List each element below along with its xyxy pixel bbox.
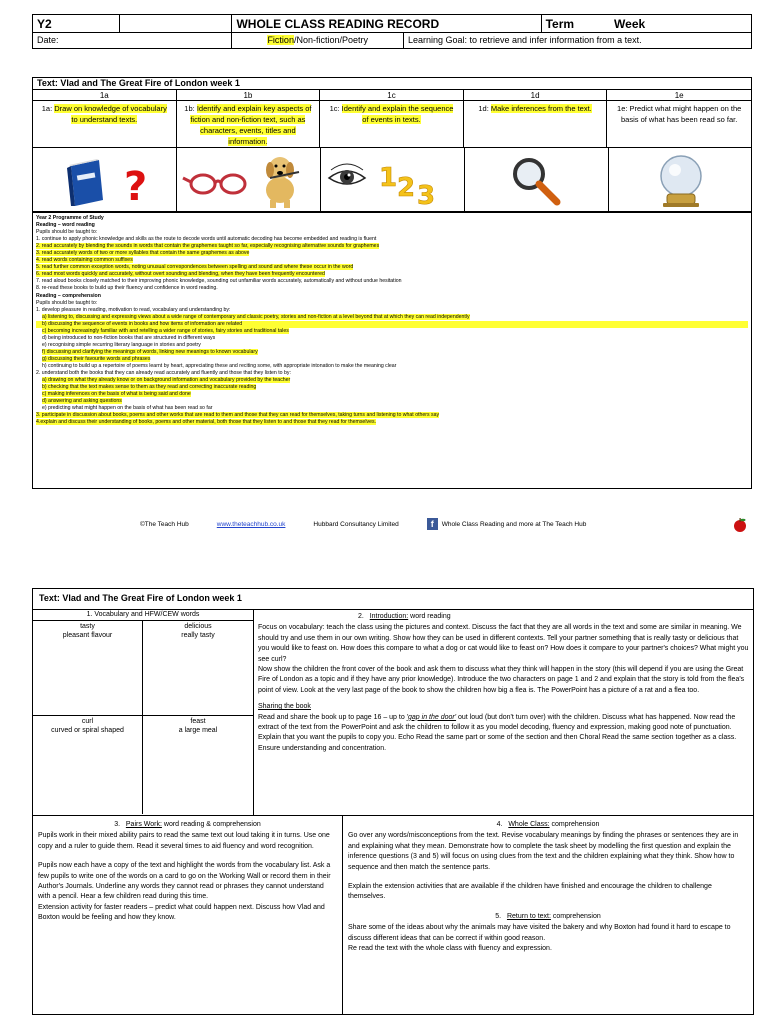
activities-row [33,815,753,1015]
whole-para: Share some of the ideas about why the animals may have visited the bakery and why Boxton had found it hard to escape to discuss different ideas that can be correct if within good reason. [348,924,731,942]
term-label: Term [545,17,575,31]
vocab-row [33,621,253,716]
pos-line: Pupils should be taught to: [36,299,98,306]
pos-line: a) drawing on what they already know or on background information and vocabulary provided by the teacher [42,377,291,384]
col-1c-desc: 1c: Identify and explain the sequence of events in texts. [320,101,464,147]
record-header [32,14,752,49]
return-heading: 5. Return to text: comprehension [495,912,601,920]
programme-of-study [32,212,752,489]
introduction-box [254,610,753,815]
pairs-para: Pupils work in their mixed ability pairs to read the same text out loud taking it in turns. Use one copy and a ruler to guide them. Read it several times to aid fluency and word recognition. [38,832,330,850]
vocab-row [33,716,253,814]
whole-para: Re read the text with the whole class with fluency and expression. [348,945,552,953]
blank-cell [120,15,233,32]
intro-para: Read and share the book up to page 16 – up to 'gap in the door' out loud (but don't turn over) with the children. Discuss what has happened. Now read the extract of the text from the PowerPoint and ask the children to follow it as you model decoding, fluency and expression, making good note of punctuation. Explain that you want the pupils to copy you. Echo Read the same part or some of the section and then Choral Read the same section together as a class. Ensure understanding and concentration. [258,713,737,752]
whole-para: Go over any words/misconceptions from the text. Revise vocabulary meanings by finding the phrases or sentences they are in and explaining what they mean. Demonstrate how to complete the task sheet by modelling the first question and explain the inference questions (3 and 5) will focus on using clues from the text and the children explaining what they think. Show how to sequence and then match the sentence parts. [348,832,739,871]
col-1b-code: 1b [177,90,321,100]
pos-line: e) recognising simple recurring literary language in stories and poetry [42,341,201,348]
col-1b-desc: 1b: Identify and explain key aspects of fiction and non-fiction text, such as characters, events, titles and information. [177,101,321,147]
pos-line: c) becoming increasingly familiar with and retelling a wider range of stories, fairy stories and traditional tales [42,327,289,334]
genre-cell [232,33,404,49]
week-label: Week [614,17,646,31]
facebook-text: Whole Class Reading and more at The Teach Hub [441,520,587,528]
vocab-box [33,610,254,815]
pairs-para: Pupils now each have a copy of the text and highlight the words from the vocabulary list. Ask a few pupils to write one of the words on a card to go on the Working Wall or record them in their Author's Journals. Underline any words they cannot read or phrases they cannot understand with a pencil. Hear a few children read during this time. [38,862,331,901]
section1-title: Text: Vlad and The Great Fire of London week 1 [33,78,751,90]
glasses-dog-icon [177,148,321,211]
col-1a-desc: 1a: Draw on knowledge of vocabulary to understand texts. [33,101,177,147]
pos-line: Reading – word reading [36,222,95,229]
pos-line: d) answering and asking questions [42,398,122,405]
intro-para: Now show the children the front cover of the book and ask them to discuss what they think will happen in the story (this will depend if you are using the Great Fire of London as a topic and if they have any prior knowledge). Introduce the two characters on page 1 and 2 and explain that the story is told from the flea's point of view. Look at the very last page of the book to show the children how big a flea is. The PowerPoint has a picture of a rat and a flea too. [258,666,745,694]
facebook-icon[interactable]: f [427,518,438,530]
pos-line: 1. continue to apply phonic knowledge and skills as the route to decode words until automatic decoding has become embedded and reading is fluent [36,236,377,243]
pos-line: b) discussing the sequence of events in books and how items of information are related [36,321,748,328]
page-footer [140,517,760,531]
intro-para: Focus on vocabulary: teach the class using the pictures and context. Discuss the fact that they are all words in the text and some are similar in meaning. We should try and use them in our own writing. Show how they can be used in different contexts. Tell your partner something that is really tasty or delicious that you would like to feast on. How does this compare to what a dog or cat would like to feast on? How does it compare to your partner's choices? What might you see curl? [258,624,749,663]
col-1a-code: 1a [33,90,177,100]
whole-class-box [343,816,753,1015]
eye-123-icon [321,148,465,211]
svg-text:3: 3 [417,181,436,210]
pos-line: 6. read most words quickly and accurately, without overt sounding and blending, when they have been frequently encountered [36,271,325,278]
vocab-item: curl curved or spiral shaped [33,716,143,814]
pos-line: 4. read words containing common suffixes [36,257,133,264]
pos-line: 8. re-read these books to build up their fluency and confidence in word reading. [36,285,218,292]
pos-line: d) being introduced to non-fiction books that are structured in different ways [42,334,216,341]
col-1e-code: 1e [674,91,684,100]
company-name: Hubbard Consultancy Limited [313,520,399,528]
apple-icon [732,517,748,538]
lesson-plan-table [32,588,754,1015]
magnifier-icon [465,148,609,211]
col-1c-code: 1c [320,90,464,100]
date-label: Date: [33,33,232,49]
whole-para: Explain the extension activities that are available if the children have finished and encourage the children to challenge themselves. [348,883,712,901]
vocab-heading: 1. Vocabulary and HFW/CEW words [33,610,253,621]
skills-icon-row [33,148,751,211]
copyright: ©The Teach Hub [140,520,189,528]
pos-line: a) listening to, discussing and expressing views about a wide range of contemporary and classic poetry, stories and non-fiction at a level beyond that at which they can read independently [42,313,470,320]
pos-line: e) predicting what might happen on the basis of what has been read so far [42,405,213,412]
pos-line: Pupils should be taught to: [36,229,98,236]
pos-line: b) checking that the text makes sense to them as they read and correcting inaccurate reading [42,384,257,391]
pos-line: 4.explain and discuss their understanding of books, poems and other material, both those that they listen to and those that they read for themselves. [36,419,376,426]
sharing-heading: Sharing the book [258,703,311,711]
col-1e-desc: 1e: Predict what might happen on the basis of what has been read so far. [617,104,742,124]
year-cell: Y2 [33,15,120,32]
whole-heading: 4. Whole Class: comprehension [496,821,600,828]
pos-line: 3. participate in discussion about books, poems and other works that are read to them and those that they can read for themselves, taking turns and listening to what others say [36,412,440,419]
vocab-item: delicious really tasty [181,623,215,639]
pos-line: h) continuing to build up a repertoire of poems learnt by heart, appreciating these and reciting some, with appropriate intonation to make the meaning clear [42,362,397,369]
pos-line: 3. read accurately words of two or more syllables that contain the same graphemes as above [36,250,250,257]
pairs-heading: 3. Pairs Work: word reading & comprehension [114,821,261,828]
skills-desc-row [33,101,751,148]
pos-line: f) discussing and clarifying the meanings of words, linking new meanings to known vocabulary [42,348,258,355]
record-title: WHOLE CLASS READING RECORD [232,15,541,32]
skills-header-row [33,90,751,101]
section2-title: Text: Vlad and The Great Fire of London week 1 [33,589,753,610]
pos-line: 2. understand both the books that they can already read accurately and fluently and those that they listen to by: [36,370,291,377]
pairs-work-box [33,816,343,1015]
svg-text:1: 1 [379,163,398,193]
col-1d-code: 1d [464,90,608,100]
genre-rest: /Non-fiction/Poetry [293,35,368,45]
col-1d-desc: 1d: Make inferences from the text. [464,101,608,147]
pos-line: Reading – comprehension [36,292,101,299]
svg-text:?: ? [124,164,148,210]
pos-line: 7. read aloud books closely matched to their improving phonic knowledge, sounding out unfamiliar words accurately, automatically and without undue hesitation [36,278,402,285]
skills-table [32,77,752,212]
dictionary-question-icon [33,148,177,211]
vocab-item: feast a large meal [178,718,218,734]
pos-line: 5. read further common exception words, noting unusual correspondences between spelling and sound and where these occur in the word [36,264,354,271]
vocab-item: tasty pleasant flavour [33,621,143,715]
pos-line: c) making inferences on the basis of what is being said and done [42,391,191,398]
pos-line: Year 2 Programme of Study [36,215,104,221]
pos-line: 1. develop pleasure in reading, motivation to read, vocabulary and understanding by: [36,306,231,313]
genre-fiction: Fiction [267,35,294,45]
pairs-para: Extension activity for faster readers – predict what could happen next. Discuss how Vlad and Boxton would be feeling and how they know. [38,903,325,922]
intro-heading: 2. Introduction: word reading [358,613,451,620]
learning-goal: Learning Goal: to retrieve and infer information from a text. [407,35,642,45]
website-link[interactable]: www.theteachhub.co.uk [216,520,286,528]
svg-text:2: 2 [397,173,416,203]
pos-line: 2. read accurately by blending the sounds in words that contain the graphemes taught so far, especially recognising alternative sounds for graphemes [36,243,380,250]
pos-line: g) discussing their favourite words and phrases [42,355,151,362]
term-week-cell [542,15,751,32]
crystal-ball-icon [609,148,752,211]
